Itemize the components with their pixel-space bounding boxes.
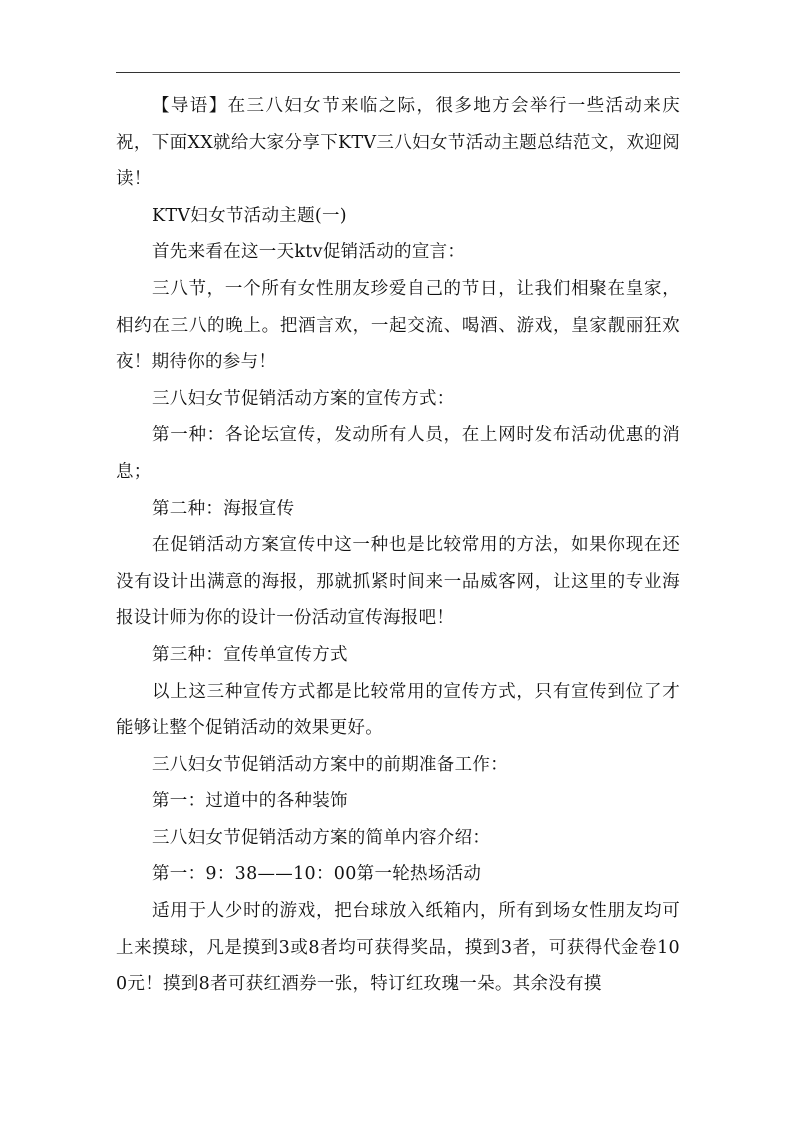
header-rule <box>116 72 680 73</box>
paragraph: 三八妇女节促销活动方案的宣传方式： <box>152 388 455 409</box>
paragraph: 以上这三种宣传方式都是比较常用的宣传方式，只有宣传到位了才能够让整个促销活动的效果更好。 <box>116 681 680 739</box>
paragraph: 第一：过道中的各种装饰 <box>152 791 348 812</box>
paragraph: 第二种：海报宣传 <box>152 498 295 519</box>
paragraph: 第一种：各论坛宣传，发动所有人员，在上网时发布活动优惠的消息； <box>116 425 680 482</box>
paragraph: 首先来看在这一天ktv促销活动的宣言： <box>152 242 466 263</box>
paragraph: 第三种：宣传单宣传方式 <box>152 644 348 665</box>
intro-paragraph: 【导语】在三八妇女节来临之际，很多地方会举行一些活动来庆祝，下面XX就给大家分享下KTV三八妇女节活动主题总结范文，欢迎阅读！ <box>116 96 680 190</box>
paragraph: 三八妇女节促销活动方案的简单内容介绍： <box>152 827 491 848</box>
section-heading: KTV妇女节活动主题(一) <box>152 205 347 226</box>
document-body <box>116 88 680 1003</box>
paragraph: 三八妇女节促销活动方案中的前期准备工作： <box>152 754 508 775</box>
paragraph: 第一：9：38——10：00第一轮热场活动 <box>152 864 482 885</box>
paragraph: 适用于人少时的游戏，把台球放入纸箱内，所有到场女性朋友均可上来摸球，凡是摸到3或8者均可获得奖品，摸到3者，可获得代金卷100元！摸到8者可获红酒券一张，特订红玫瑰一朵。其余没有摸 <box>116 901 680 995</box>
paragraph: 在促销活动方案宣传中这一种也是比较常用的方法，如果你现在还没有设计出满意的海报，那就抓紧时间来一品威客网，让这里的专业海报设计师为你的设计一份活动宣传海报吧！ <box>116 535 680 629</box>
paragraph: 三八节，一个所有女性朋友珍爱自己的节日，让我们相聚在皇家，相约在三八的晚上。把酒言欢，一起交流、喝酒、游戏，皇家靓丽狂欢夜！期待你的参与！ <box>116 278 680 373</box>
